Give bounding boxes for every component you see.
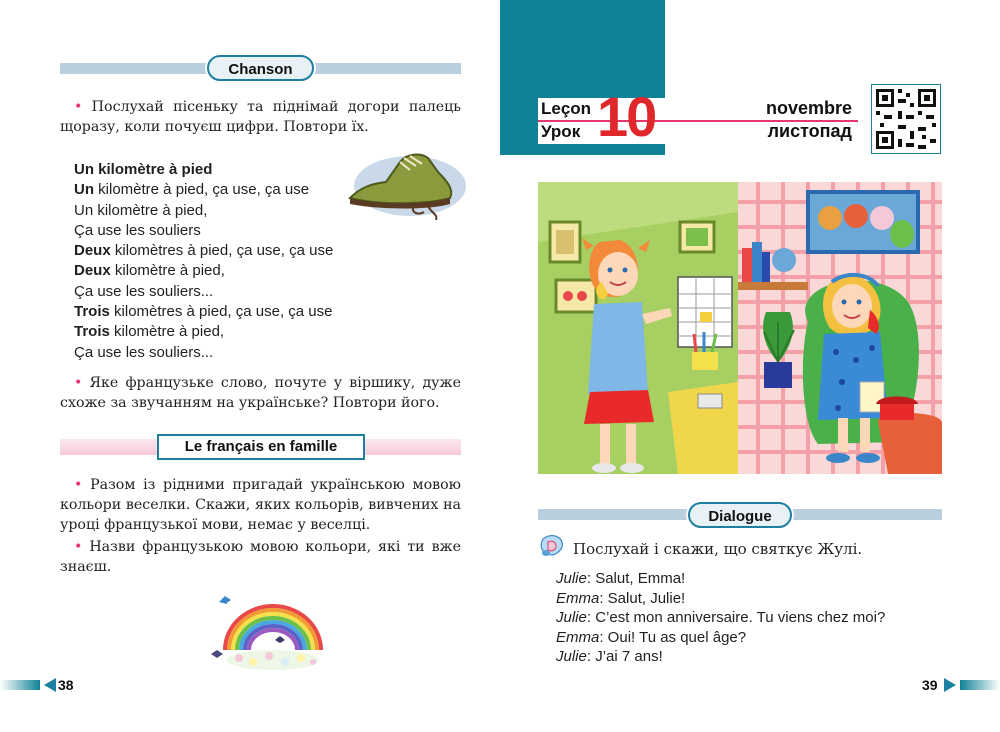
page-bar-right bbox=[960, 680, 1000, 690]
month-ua: листопад bbox=[767, 121, 852, 141]
poem bbox=[74, 160, 333, 363]
poem-line: Deux kilomètre à pied, bbox=[74, 262, 225, 280]
poem-question: • Яке французьке слово, почуте у віршику, дуже схоже за звучанням на українське? Повтори його. bbox=[60, 375, 461, 411]
poem-line: Ça use les souliers... bbox=[74, 343, 214, 361]
qr-code[interactable] bbox=[871, 84, 941, 154]
bullet: • bbox=[74, 539, 90, 555]
rainbow-illustration bbox=[205, 580, 335, 672]
poem-line: Trois kilomètre à pied, bbox=[74, 323, 225, 341]
arrow-left-icon bbox=[44, 678, 56, 692]
poem-line: Trois kilomètres à pied, ça use, ça use bbox=[74, 303, 333, 321]
page-number-right: 39 bbox=[922, 677, 938, 693]
bullet: • bbox=[74, 99, 92, 115]
poem-title: Un kilomètre à pied bbox=[74, 161, 213, 178]
poem-line: Un kilomètre à pied, ça use, ça use bbox=[74, 181, 310, 199]
poem-line: Un kilomètre à pied, bbox=[74, 201, 208, 219]
poem-line: Deux kilomètres à pied, ça use, ça use bbox=[74, 242, 334, 260]
lecon-label: Leçon bbox=[541, 99, 592, 118]
page-number-left: 38 bbox=[58, 677, 74, 693]
dialogue-line: Emma: Salut, Julie! bbox=[556, 589, 686, 607]
famille-header: Le français en famille bbox=[157, 434, 365, 460]
phone-call-illustration bbox=[538, 182, 942, 474]
chanson-instruction: • Послухай пісеньку та піднімай догори палець щоразу, коли почуєш цифри. Повтори їх. bbox=[60, 99, 461, 135]
bullet: • bbox=[74, 477, 91, 493]
poem-line: Ça use les souliers bbox=[74, 221, 201, 239]
month-fr: novembre bbox=[765, 98, 852, 118]
chanson-header: Chanson bbox=[207, 55, 314, 81]
famille-paragraph-1: • Разом із рідними пригадай українською мовою кольори веселки. Скажи, яких кольорів, вивчених на уроці французької мови, немає у веселці. bbox=[60, 477, 461, 533]
dialogue-header: Dialogue bbox=[688, 502, 792, 528]
poem-line: Ça use les souliers... bbox=[74, 282, 214, 300]
dialogue-line: Julie: Salut, Emma! bbox=[556, 570, 686, 587]
dialogue-instruction: Послухай і скажи, що святкує Жулі. bbox=[573, 540, 863, 558]
dialogue-lines bbox=[556, 569, 885, 667]
bullet: • bbox=[74, 375, 90, 391]
shoe-illustration bbox=[340, 148, 466, 220]
dialogue-line: Julie: C’est mon anniversaire. Tu viens chez moi? bbox=[556, 609, 886, 626]
famille-paragraph-2: • Назви французькою мовою кольори, які ти вже знаєш. bbox=[60, 539, 461, 575]
page-bar-left bbox=[0, 680, 40, 690]
arrow-right-icon bbox=[944, 678, 956, 692]
urok-label: Урок bbox=[541, 122, 581, 141]
lesson-number: 10 bbox=[597, 85, 656, 148]
audio-icon[interactable] bbox=[538, 534, 564, 558]
dialogue-line: Julie: J’ai 7 ans! bbox=[556, 648, 663, 665]
dialogue-line: Emma: Oui! Tu as quel âge? bbox=[556, 628, 747, 646]
